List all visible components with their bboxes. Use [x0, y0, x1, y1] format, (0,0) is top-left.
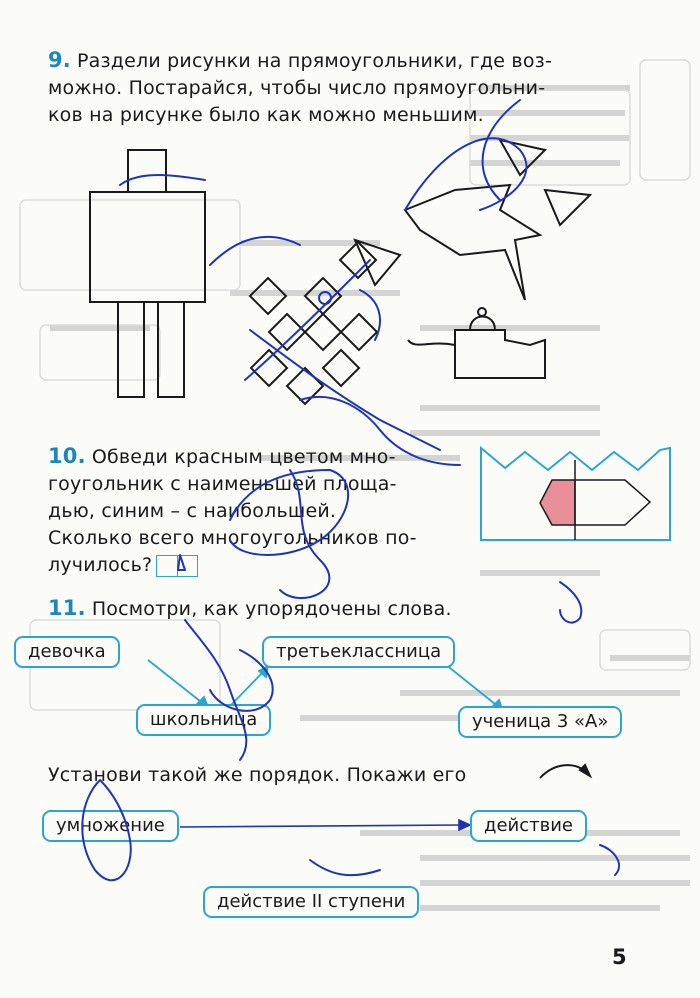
task-10-line-5: лучилось? — [48, 554, 153, 576]
word-umnozhenie[interactable]: умножение — [42, 810, 179, 842]
task-11 — [48, 595, 648, 623]
task-11-intro: Посмотри, как упорядочены слова. — [91, 598, 452, 620]
teapot-figure — [408, 308, 545, 378]
task-11-instruction-text: Установи такой же порядок. Покажи его — [48, 764, 467, 786]
word-shkolnitsa: школьница — [136, 704, 271, 736]
task-10 — [48, 443, 478, 579]
task-11-instruction — [48, 762, 608, 789]
task-9 — [48, 47, 638, 129]
task-9-line-2: можно. Постарайся, чтобы число прямоугольни- — [48, 77, 546, 99]
task-11-number: 11. — [48, 596, 86, 620]
task-10-line-4: Сколько всего многоугольников по- — [48, 527, 417, 549]
drawn-arrows — [180, 820, 470, 830]
word-devochka: девочка — [14, 636, 120, 668]
page-number: 5 — [612, 945, 627, 969]
cross-figure — [250, 242, 377, 404]
task-10-line-3: дью, синим – с наибольшей. — [48, 500, 337, 522]
robot-figure — [90, 150, 205, 397]
word-uchenitsa: ученица 3 «А» — [458, 706, 622, 738]
task-10-number: 10. — [48, 444, 86, 468]
word-deystvie-2-stupeni[interactable]: действие II ступени — [203, 886, 419, 918]
task-9-line-1: Раздели рисунки на прямоугольники, где воз- — [77, 50, 553, 72]
word-deystvie[interactable]: действие — [470, 810, 587, 842]
fish-figure — [355, 140, 590, 300]
task-10-line-2: гоугольник с наименьшей площа- — [48, 473, 397, 495]
answer-box[interactable] — [156, 555, 198, 577]
task-9-line-3: ков на рисунке было как можно меньшим. — [48, 104, 484, 126]
task-10-line-1: Обведи красным цветом мно- — [91, 446, 396, 468]
word-tretyeklassnitsa: третьеклассница — [262, 636, 455, 668]
crown-polygon-figure — [481, 448, 670, 540]
task-9-number: 9. — [48, 48, 71, 72]
